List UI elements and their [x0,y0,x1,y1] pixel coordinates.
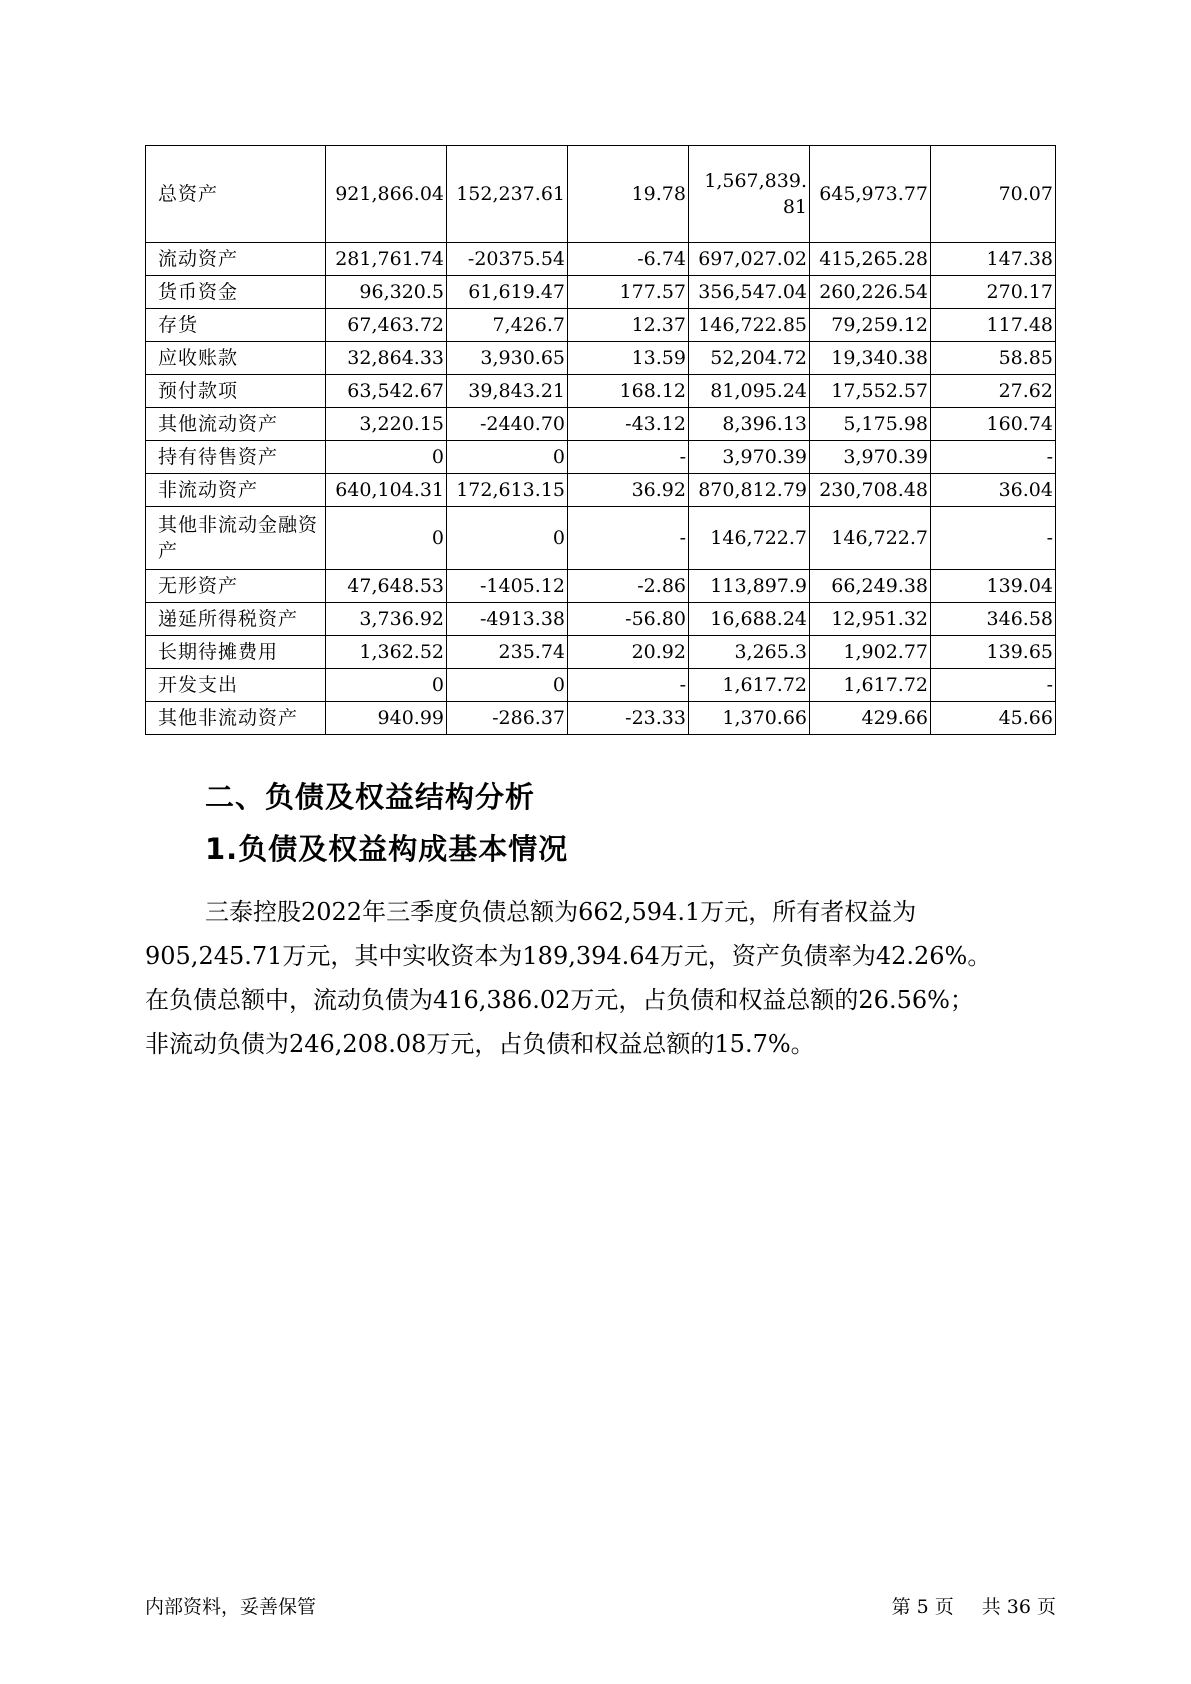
paragraph-line: 三泰控股2022年三季度负债总额为662,594.1万元，所有者权益为 [205,898,917,926]
table-row [146,507,1056,570]
value-cell: 7,426.7 [447,309,568,342]
value-cell: 1,370.66 [689,702,810,735]
page-prefix: 第 [891,1596,911,1618]
row-label: 无形资产 [146,570,326,603]
footer-page-info [886,1592,1056,1619]
value-cell: - [931,441,1056,474]
value-cell: 70.07 [931,146,1056,243]
total-prefix: 共 [981,1596,1001,1618]
value-cell: 0 [326,669,447,702]
value-cell: 45.66 [931,702,1056,735]
value-cell: 1,362.52 [326,636,447,669]
value-cell: - [568,669,689,702]
value-cell: 1,902.77 [810,636,931,669]
value-cell: -1405.12 [447,570,568,603]
row-label: 货币资金 [146,276,326,309]
value-cell: 17,552.57 [810,375,931,408]
body-paragraph [145,890,1055,1066]
value-cell: 640,104.31 [326,474,447,507]
value-cell: 230,708.48 [810,474,931,507]
total-pages: 36 [1006,1596,1031,1618]
value-cell: 146,722.7 [810,507,931,570]
value-cell: -2.86 [568,570,689,603]
row-label: 长期待摊费用 [146,636,326,669]
paragraph-line: 在负债总额中，流动负债为416,386.02万元，占负债和权益总额的26.56%； [145,986,974,1014]
value-cell: -56.80 [568,603,689,636]
value-cell: 429.66 [810,702,931,735]
value-cell: 20.92 [568,636,689,669]
table-row [146,243,1056,276]
value-cell: 356,547.04 [689,276,810,309]
value-cell: 81,095.24 [689,375,810,408]
value-cell: 63,542.67 [326,375,447,408]
value-cell: 66,249.38 [810,570,931,603]
value-cell: -4913.38 [447,603,568,636]
row-label: 总资产 [146,146,326,243]
value-cell: 8,396.13 [689,408,810,441]
value-cell: 152,237.61 [447,146,568,243]
footer-confidential-note: 内部资料，妥善保管 [145,1596,317,1618]
value-cell: - [931,507,1056,570]
table-row [146,309,1056,342]
table-row [146,342,1056,375]
row-label: 开发支出 [146,669,326,702]
value-cell: 79,259.12 [810,309,931,342]
value-cell: 58.85 [931,342,1056,375]
value-cell: - [568,441,689,474]
value-cell: 3,970.39 [810,441,931,474]
row-label: 存货 [146,309,326,342]
value-cell: 96,320.5 [326,276,447,309]
value-cell: -6.74 [568,243,689,276]
value-cell: 146,722.85 [689,309,810,342]
table-row [146,276,1056,309]
value-cell: 415,265.28 [810,243,931,276]
value-cell: 36.04 [931,474,1056,507]
value-cell: 12.37 [568,309,689,342]
table-row [146,146,1056,243]
value-cell: 160.74 [931,408,1056,441]
value-cell: 235.74 [447,636,568,669]
asset-table-wrapper [145,145,1055,735]
row-label: 其他非流动金融资产 [146,507,326,570]
value-cell: 32,864.33 [326,342,447,375]
value-cell: 177.57 [568,276,689,309]
value-cell: 346.58 [931,603,1056,636]
value-cell: 39,843.21 [447,375,568,408]
value-cell: 0 [326,441,447,474]
value-cell: 3,930.65 [447,342,568,375]
page-unit: 页 [934,1596,954,1618]
value-cell: 921,866.04 [326,146,447,243]
value-cell: - [931,669,1056,702]
value-cell: 3,970.39 [689,441,810,474]
value-cell: 36.92 [568,474,689,507]
value-cell: 3,220.15 [326,408,447,441]
value-cell: 52,204.72 [689,342,810,375]
value-cell: 27.62 [931,375,1056,408]
row-label: 递延所得税资产 [146,603,326,636]
value-cell: 139.65 [931,636,1056,669]
table-row [146,375,1056,408]
value-cell: 3,736.92 [326,603,447,636]
table-row [146,570,1056,603]
row-label: 非流动资产 [146,474,326,507]
value-cell: 697,027.02 [689,243,810,276]
value-cell: -43.12 [568,408,689,441]
table-row [146,603,1056,636]
value-cell: 645,973.77 [810,146,931,243]
value-cell: 0 [447,507,568,570]
paragraph-line: 905,245.71万元，其中实收资本为189,394.64万元，资产负债率为42.26%。 [145,942,992,970]
value-cell: -23.33 [568,702,689,735]
table-row [146,702,1056,735]
value-cell: 168.12 [568,375,689,408]
row-label: 流动资产 [146,243,326,276]
row-label: 其他非流动资产 [146,702,326,735]
value-cell: 61,619.47 [447,276,568,309]
value-cell: 1,617.72 [689,669,810,702]
asset-structure-table [145,145,1056,735]
value-cell: -286.37 [447,702,568,735]
value-cell: 139.04 [931,570,1056,603]
value-cell: 16,688.24 [689,603,810,636]
row-label: 持有待售资产 [146,441,326,474]
section-heading: 二、负债及权益结构分析 [205,780,536,814]
value-cell: 19.78 [568,146,689,243]
value-cell: - [568,507,689,570]
value-cell: 19,340.38 [810,342,931,375]
value-cell: 3,265.3 [689,636,810,669]
subsection-heading: 1.负债及权益构成基本情况 [205,832,569,866]
value-cell: 47,648.53 [326,570,447,603]
value-cell: 117.48 [931,309,1056,342]
row-label: 其他流动资产 [146,408,326,441]
value-cell: -2440.70 [447,408,568,441]
value-cell: 1,567,839.81 [689,146,810,243]
value-cell: 12,951.32 [810,603,931,636]
value-cell: -20375.54 [447,243,568,276]
value-cell: 146,722.7 [689,507,810,570]
row-label: 应收账款 [146,342,326,375]
value-cell: 0 [447,441,568,474]
page-number: 5 [916,1596,929,1618]
value-cell: 281,761.74 [326,243,447,276]
value-cell: 1,617.72 [810,669,931,702]
table-row [146,474,1056,507]
total-unit: 页 [1036,1596,1056,1618]
value-cell: 0 [326,507,447,570]
value-cell: 0 [447,669,568,702]
paragraph-line: 非流动负债为246,208.08万元，占负债和权益总额的15.7%。 [145,1030,815,1058]
table-row [146,408,1056,441]
value-cell: 940.99 [326,702,447,735]
value-cell: 5,175.98 [810,408,931,441]
table-row [146,441,1056,474]
value-cell: 113,897.9 [689,570,810,603]
value-cell: 870,812.79 [689,474,810,507]
value-cell: 13.59 [568,342,689,375]
value-cell: 270.17 [931,276,1056,309]
table-row [146,669,1056,702]
row-label: 预付款项 [146,375,326,408]
value-cell: 172,613.15 [447,474,568,507]
value-cell: 147.38 [931,243,1056,276]
table-row [146,636,1056,669]
value-cell: 260,226.54 [810,276,931,309]
value-cell: 67,463.72 [326,309,447,342]
